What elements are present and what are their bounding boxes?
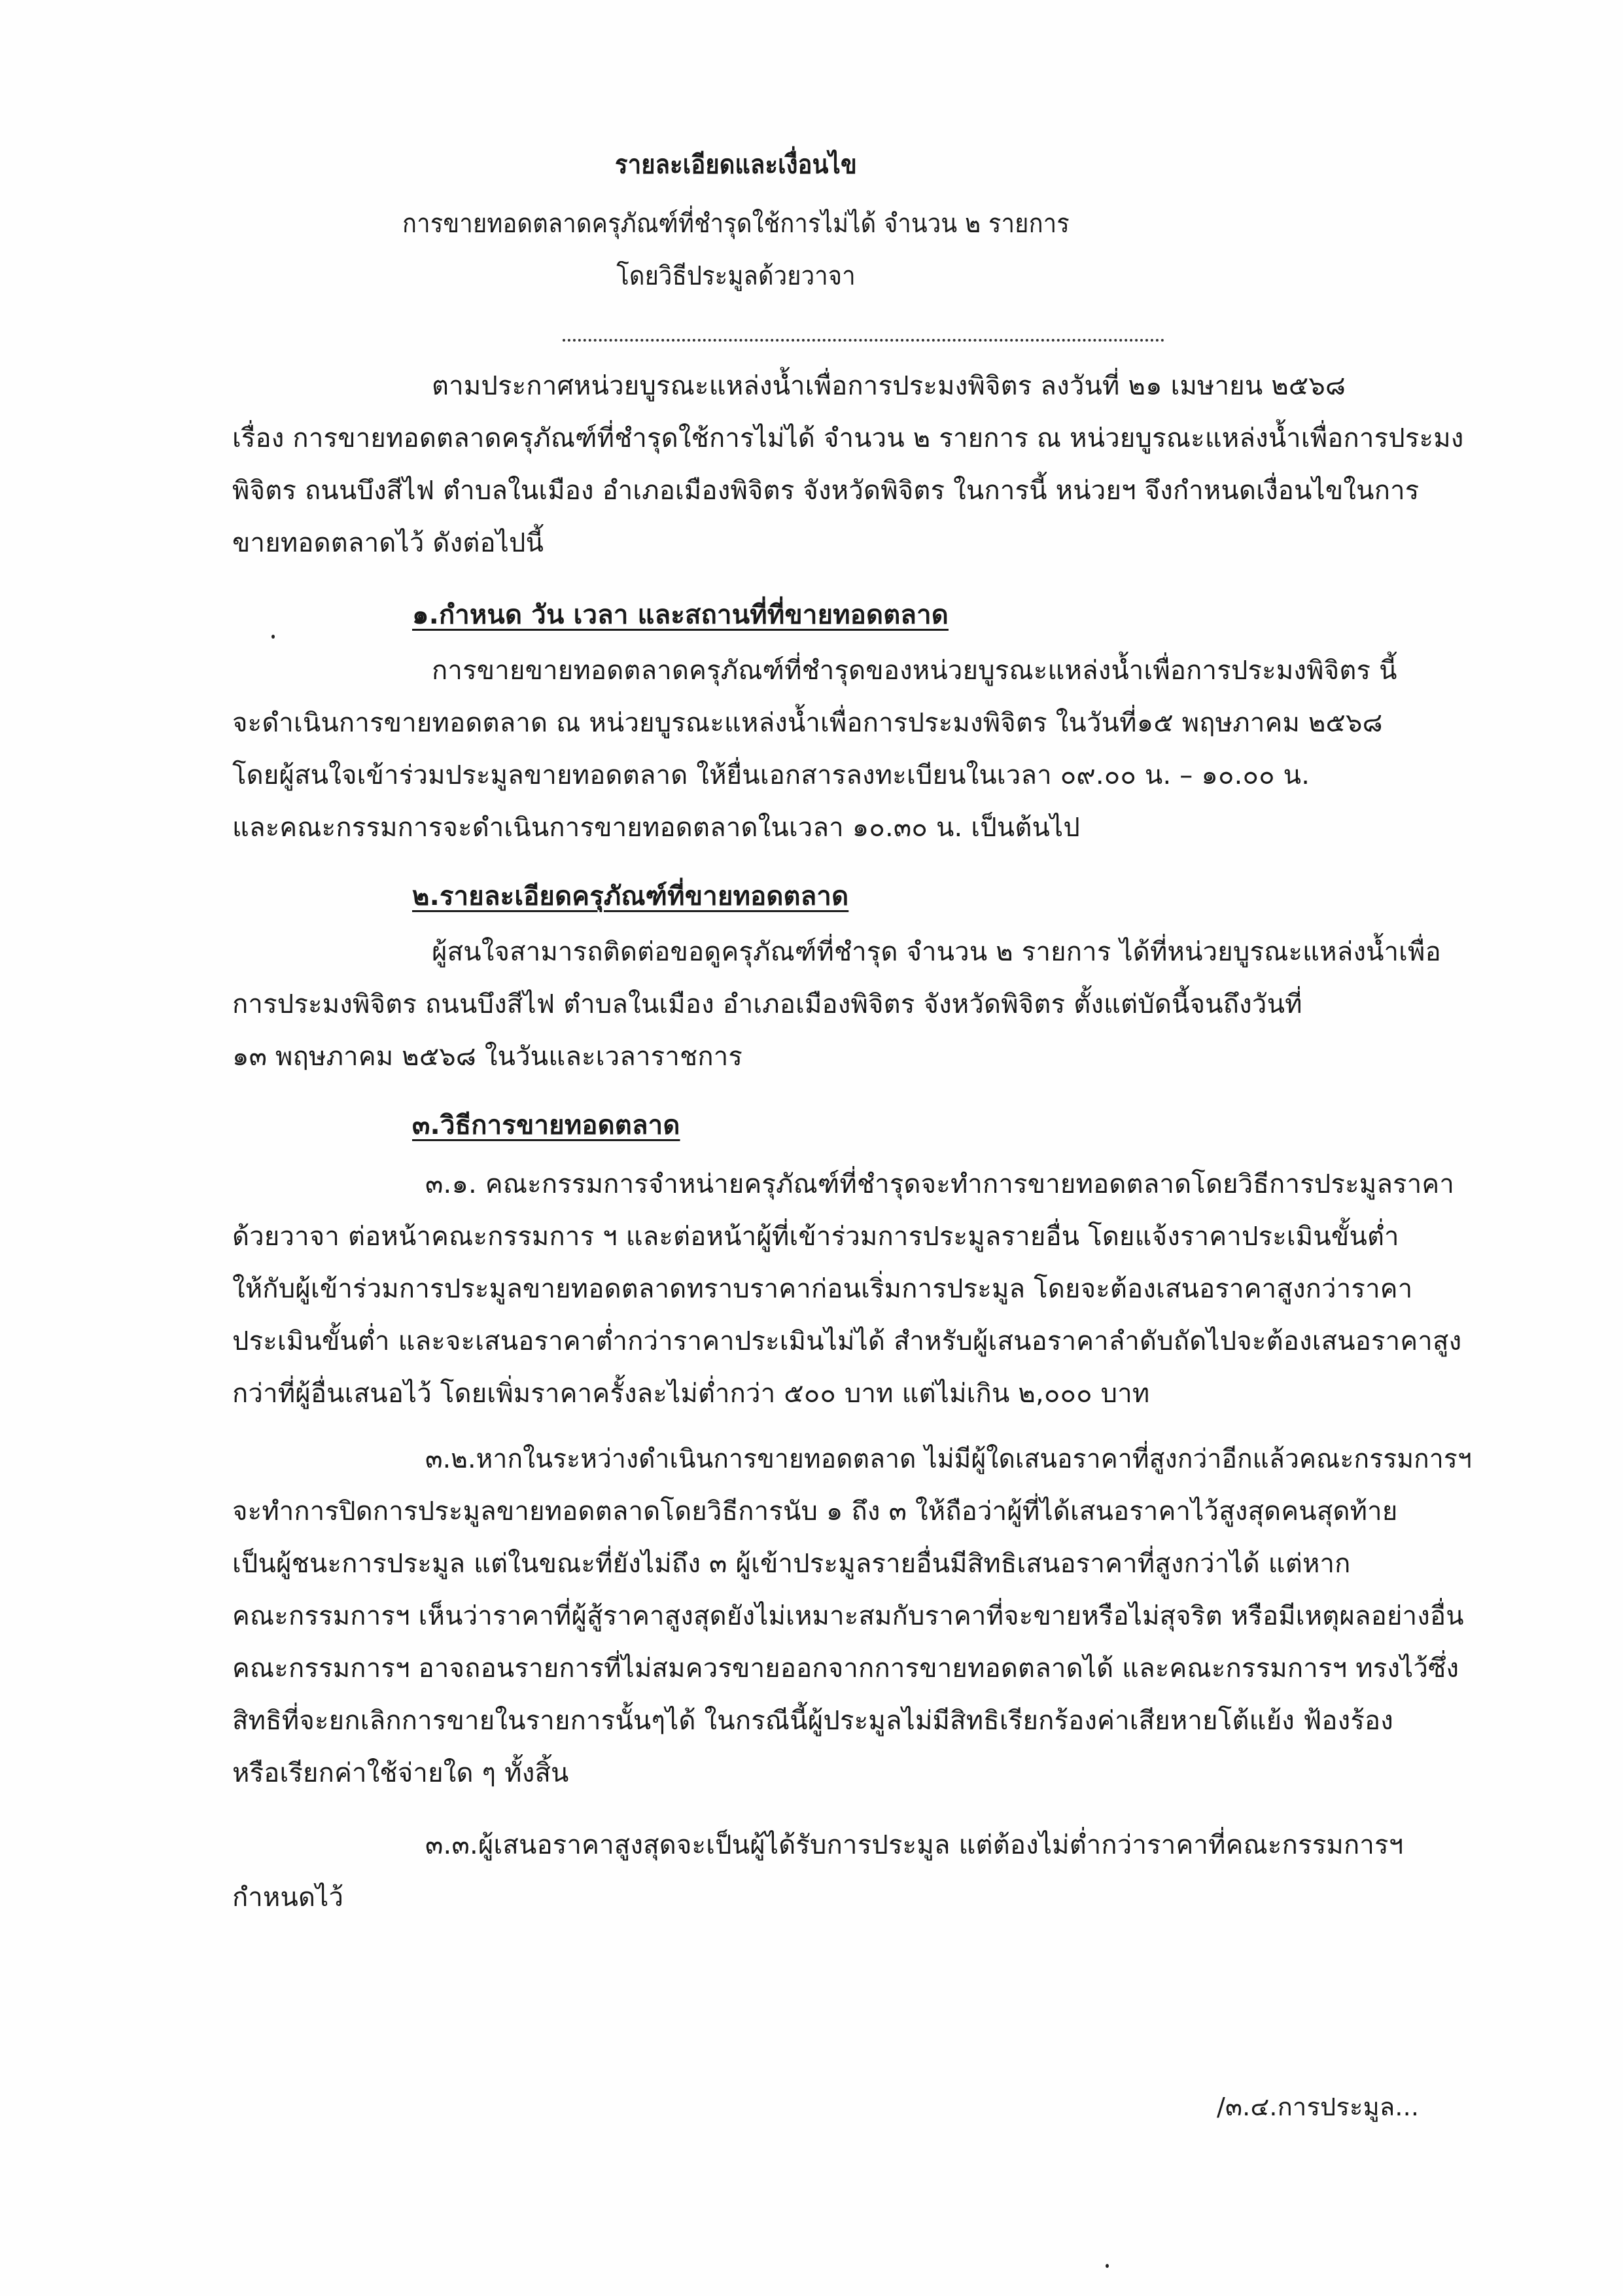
para-3-1-line-2: ด้วยวาจา ต่อหน้าคณะกรรมการ ฯ และต่อหน้าผู้ที่เข้าร่วมการประมูลรายอื่น โดยแจ้งราคาประเมินขั้นต่ำ bbox=[232, 1222, 1399, 1252]
para-3-2-line-6: สิทธิที่จะยกเลิกการขายในรายการนั้นๆได้ ในกรณีนี้ผู้ประมูลไม่มีสิทธิเรียกร้องค่าเสียหายโต้แย้ง ฟ้องร้อง bbox=[232, 1706, 1394, 1736]
scan-speck bbox=[1106, 2264, 1109, 2268]
scan-speck bbox=[271, 635, 275, 639]
para-3-1-line-4: ประเมินขั้นต่ำ และจะเสนอราคาต่ำกว่าราคาประเมินไม่ได้ สำหรับผู้เสนอราคาลำดับถัดไปจะต้องเสนอราคาสูง bbox=[232, 1326, 1462, 1356]
intro-line-2: เรื่อง การขายทอดตลาดครุภัณฑ์ที่ชำรุดใช้การไม่ได้ จำนวน ๒ รายการ ณ หน่วยบูรณะแหล่งน้ำเพื่อการประมง bbox=[232, 423, 1464, 453]
intro-line-3: พิจิตร ถนนบึงสีไฟ ตำบลในเมือง อำเภอเมืองพิจิตร จังหวัดพิจิตร ในการนี้ หน่วยฯ จึงกำหนดเงื่อนไขในการ bbox=[232, 476, 1420, 506]
para-3-3-line-1: ๓.๓.ผู้เสนอราคาสูงสุดจะเป็นผู้ได้รับการประมูล แต่ต้องไม่ต่ำกว่าราคาที่คณะกรรมการฯ bbox=[425, 1830, 1404, 1860]
para-3-2-line-1: ๓.๒.หากในระหว่างดำเนินการขายทอดตลาด ไม่มีผู้ใดเสนอราคาที่สูงกว่าอีกแล้วคณะกรรมการฯ bbox=[425, 1444, 1472, 1474]
section-1-line-4: และคณะกรรมการจะดำเนินการขายทอดตลาดในเวลา ๑๐.๓๐ น. เป็นต้นไป bbox=[232, 813, 1080, 843]
section-2-line-2: การประมงพิจิตร ถนนบึงสีไฟ ตำบลในเมือง อำเภอเมืองพิจิตร จังหวัดพิจิตร ตั้งแต่บัดนี้จนถึงวันที่ bbox=[232, 989, 1302, 1019]
section-2-line-3: ๑๓ พฤษภาคม ๒๕๖๘ ในวันและเวลาราชการ bbox=[232, 1042, 743, 1072]
para-3-1-line-3: ให้กับผู้เข้าร่วมการประมูลขายทอดตลาดทราบราคาก่อนเริ่มการประมูล โดยจะต้องเสนอราคาสูงกว่าราคา bbox=[232, 1274, 1413, 1304]
section-1-line-2: จะดำเนินการขายทอดตลาด ณ หน่วยบูรณะแหล่งน้ำเพื่อการประมงพิจิตร ในวันที่๑๕ พฤษภาคม ๒๕๖๘ bbox=[232, 708, 1383, 738]
section-1-line-3: โดยผู้สนใจเข้าร่วมประมูลขายทอดตลาด ให้ยื่นเอกสารลงทะเบียนในเวลา ๐๙.๐๐ น. – ๑๐.๐๐ น. bbox=[232, 760, 1310, 790]
section-3-heading: ๓.วิธีการขายทอดตลาด bbox=[412, 1110, 680, 1140]
para-3-1-line-5: กว่าที่ผู้อื่นเสนอไว้ โดยเพิ่มราคาครั้งละไม่ต่ำกว่า ๕๐๐ บาท แต่ไม่เกิน ๒,๐๐๐ บาท bbox=[232, 1379, 1150, 1409]
document-title: รายละเอียดและเงื่อนไข bbox=[615, 150, 857, 180]
section-2-heading: ๒.รายละเอียดครุภัณฑ์ที่ขายทอดตลาด bbox=[412, 881, 849, 911]
para-3-2-line-2: จะทำการปิดการประมูลขายทอดตลาดโดยวิธีการนับ ๑ ถึง ๓ ให้ถือว่าผู้ที่ได้เสนอราคาไว้สูงสุดคนสุดท้าย bbox=[232, 1496, 1398, 1527]
para-3-2-line-4: คณะกรรมการฯ เห็นว่าราคาที่ผู้สู้ราคาสูงสุดยังไม่เหมาะสมกับราคาที่จะขายหรือไม่สุจริต หรือมีเหตุผลอย่างอื่น bbox=[232, 1601, 1464, 1631]
intro-line-1: ตามประกาศหน่วยบูรณะแหล่งน้ำเพื่อการประมงพิจิตร ลงวันที่ ๒๑ เมษายน ๒๕๖๘ bbox=[432, 371, 1346, 401]
para-3-1-line-1: ๓.๑. คณะกรรมการจำหน่ายครุภัณฑ์ที่ชำรุดจะทำการขายทอดตลาดโดยวิธีการประมูลราคา bbox=[425, 1169, 1455, 1199]
document-subtitle-2: โดยวิธีประมูลด้วยวาจา bbox=[616, 261, 856, 291]
para-3-2-line-5: คณะกรรมการฯ อาจถอนรายการที่ไม่สมควรขายออกจากการขายทอดตลาดได้ และคณะกรรมการฯ ทรงไว้ซึ่ง bbox=[232, 1653, 1459, 1684]
section-2-line-1: ผู้สนใจสามารถติดต่อขอดูครุภัณฑ์ที่ชำรุด จำนวน ๒ รายการ ได้ที่หน่วยบูรณะแหล่งน้ำเพื่อ bbox=[432, 937, 1441, 967]
section-1-line-1: การขายขายทอดตลาดครุภัณฑ์ที่ชำรุดของหน่วยบูรณะแหล่งน้ำเพื่อการประมงพิจิตร นี้ bbox=[432, 656, 1397, 686]
para-3-2-line-3: เป็นผู้ชนะการประมูล แต่ในขณะที่ยังไม่ถึง ๓ ผู้เข้าประมูลรายอื่นมีสิทธิเสนอราคาที่สูงกว่าได้ แต่หาก bbox=[232, 1549, 1351, 1579]
section-1-heading: ๑.กำหนด วัน เวลา และสถานที่ที่ขายทอดตลาด bbox=[412, 600, 949, 630]
para-3-2-line-7: หรือเรียกค่าใช้จ่ายใด ๆ ทั้งสิ้น bbox=[232, 1758, 569, 1788]
document-subtitle-1: การขายทอดตลาดครุภัณฑ์ที่ชำรุดใช้การไม่ได้ จำนวน ๒ รายการ bbox=[402, 209, 1070, 239]
continuation-marker: /๓.๔.การประมูล... bbox=[1217, 2093, 1420, 2121]
dotted-separator bbox=[563, 339, 1164, 342]
para-3-3-line-2: กำหนดไว้ bbox=[232, 1882, 344, 1913]
intro-line-4: ขายทอดตลาดไว้ ดังต่อไปนี้ bbox=[232, 528, 544, 558]
